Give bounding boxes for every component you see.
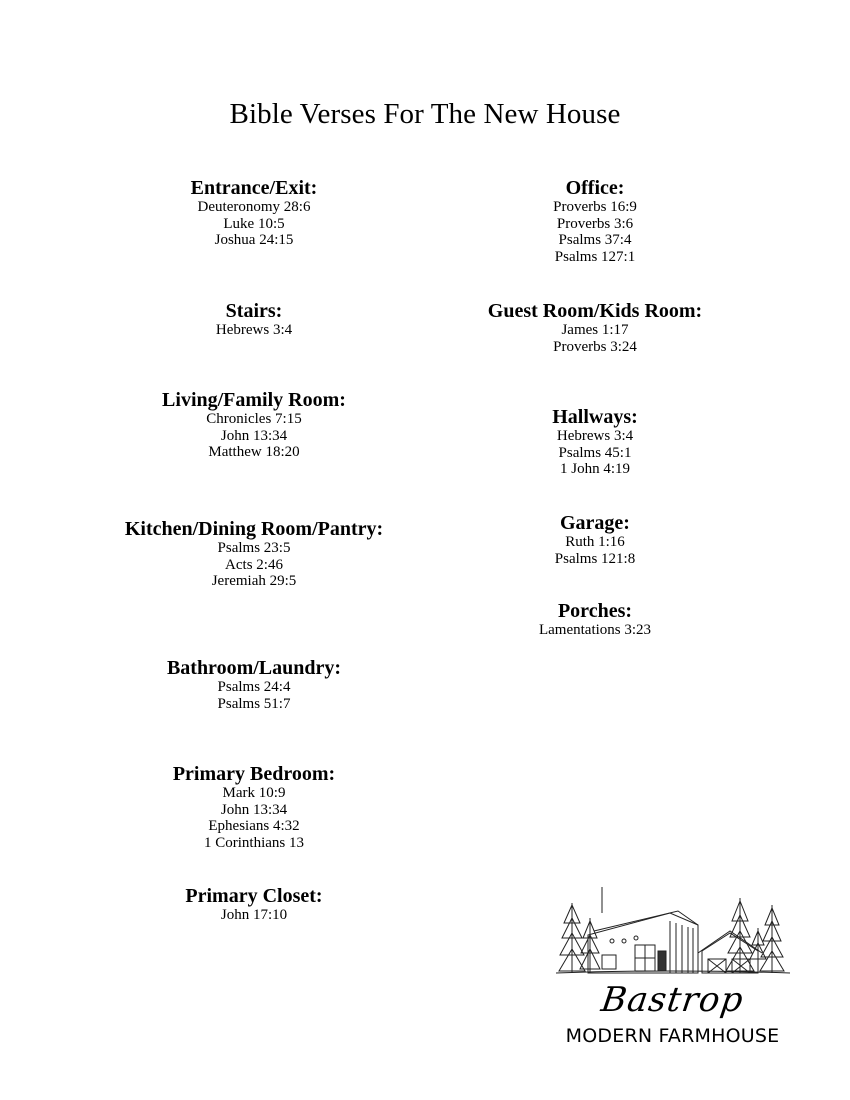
section-hallways	[415, 406, 775, 478]
section-entrance-exit	[74, 177, 434, 249]
section-heading: Porches:	[557, 600, 633, 622]
section-heading: Garage:	[560, 512, 630, 534]
section-heading: Living/Family Room:	[162, 389, 346, 411]
section-heading: Hallways:	[552, 406, 638, 428]
section-heading: Stairs:	[225, 300, 283, 322]
section-heading: Primary Bedroom:	[172, 763, 336, 785]
verse: 1 Corinthians 13	[204, 834, 304, 851]
verse: Chronicles 7:15	[206, 411, 302, 427]
farmhouse-illustration-icon	[550, 883, 795, 983]
section-guest-kids-room	[415, 300, 775, 355]
section-heading: Primary Closet:	[185, 885, 323, 907]
brand-logo	[550, 883, 795, 1053]
section-heading: Office:	[565, 177, 625, 199]
verse: Psalms 23:5	[217, 540, 291, 556]
section-kitchen-dining-pantry	[74, 518, 434, 590]
section-bathroom-laundry	[74, 657, 434, 712]
section-office	[415, 177, 775, 265]
verse: Acts 2:46	[225, 556, 283, 573]
section-heading: Kitchen/Dining Room/Pantry:	[124, 518, 384, 540]
verse: Psalms 45:1	[558, 444, 632, 461]
verse: Proverbs 3:24	[553, 338, 637, 355]
verse: Luke 10:5	[223, 215, 285, 232]
section-stairs	[74, 300, 434, 339]
verse: Psalms 37:4	[558, 232, 632, 249]
verse: John 13:34	[220, 427, 288, 444]
section-heading: Guest Room/Kids Room:	[487, 300, 703, 322]
verse: Ruth 1:16	[565, 534, 625, 550]
section-living-family-room	[74, 389, 434, 461]
section-heading: Bathroom/Laundry:	[166, 657, 342, 679]
logo-script-text: Bastrop	[598, 980, 747, 1020]
verse: Matthew 18:20	[208, 444, 300, 461]
section-heading: Entrance/Exit:	[190, 177, 318, 199]
verse: Deuteronomy 28:6	[197, 199, 311, 215]
verse: Lamentations 3:23	[538, 622, 652, 638]
verse: Psalms 127:1	[554, 248, 636, 265]
page-title: Bible Verses For The New House	[229, 98, 621, 130]
verse: John 13:34	[220, 801, 288, 818]
verse: John 17:10	[220, 907, 288, 923]
verse: Psalms 121:8	[554, 550, 636, 567]
section-garage	[415, 512, 775, 567]
verse: Hebrews 3:4	[215, 322, 293, 338]
section-primary-closet	[74, 885, 434, 924]
verse: James 1:17	[561, 322, 629, 338]
verse: Ephesians 4:32	[208, 818, 300, 835]
verse: Proverbs 16:9	[553, 199, 637, 215]
verse: Psalms 24:4	[217, 679, 291, 695]
verse: Mark 10:9	[222, 785, 286, 801]
verse: Joshua 24:15	[214, 232, 294, 249]
verse: Proverbs 3:6	[556, 215, 634, 232]
verse: Hebrews 3:4	[556, 428, 634, 444]
verse: Jeremiah 29:5	[211, 573, 297, 590]
section-porches	[415, 600, 775, 639]
verse: 1 John 4:19	[559, 461, 630, 478]
verse: Psalms 51:7	[217, 695, 291, 712]
logo-subtitle: MODERN FARMHOUSE	[565, 1025, 780, 1047]
section-primary-bedroom	[74, 763, 434, 851]
